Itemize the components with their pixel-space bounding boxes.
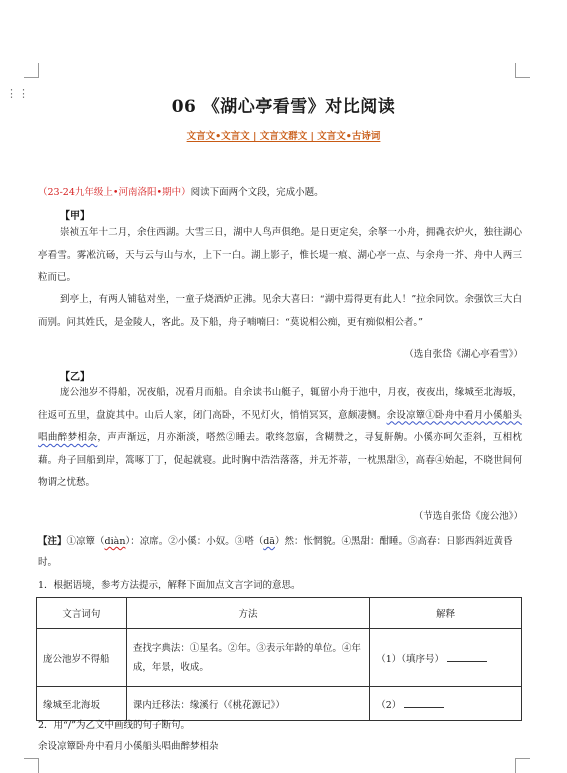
page-corner-mark (24, 63, 39, 78)
passage-a-paragraph-1: 崇祯五年十二月，余住西湖。大雪三日，湖中人鸟声俱绝。是日更定矣，余拏一小舟，拥毳衣炉火，独往湖心亭看雪。雾凇沆砀，天与云与山与水，上下一白。湖上影子，惟长堤一痕、湖心亭一点、与余舟一芥、舟中人两三粒而已。 (38, 227, 522, 283)
notes-text-1: ①凉簟（ (66, 536, 105, 547)
answer-blank[interactable] (404, 697, 444, 708)
answer-label: （2） (376, 699, 402, 711)
passage-b-label: 【乙】 (60, 372, 90, 383)
document-title: 06 《湖心亭看雪》对比阅读 (171, 97, 396, 117)
drag-handle-icon[interactable]: ⋮⋮ (6, 87, 30, 100)
passage-a-source: （选自张岱《湖心亭看雪》） (404, 349, 523, 360)
passage-b-text-end: ，声声渐远，月亦渐淡，嗒然②睡去。歌终忽寤，含糊赞之，寻复鼾齁。小傒亦呵欠歪斜，互相枕藉。舟子回船到岸，篙啄丁丁，促起就寝。此时胸中浩浩落落，并无芥蒂，一枕黑甜③，高春④始起，不晓世间何物谓之忧愁。 (38, 432, 522, 488)
notes-text-2: ）：凉席。②小傒：小奴。③嗒（ (125, 536, 264, 547)
intro-line (38, 184, 324, 198)
answer-label: （1）（填序号） (376, 653, 445, 665)
page-corner-mark (515, 758, 530, 773)
table-cell-method: 课内迁移法：缘溪行（《桃花源记》） (126, 687, 369, 721)
pinyin-da: dā (263, 536, 275, 547)
passage-a-label: 【甲】 (60, 211, 90, 222)
table-cell-answer[interactable] (370, 629, 522, 687)
table-header-row (37, 598, 522, 629)
passage-a-paragraph-2: 到亭上，有两人铺毡对坐，一童子烧酒炉正沸。见余大喜曰：“湖中焉得更有此人！”拉余同饮。余强饮三大白而别。问其姓氏，是金陵人，客此。及下船，舟子喃喃曰：“莫说相公痴，更有痴似相公者。” (38, 294, 522, 328)
table-row (37, 687, 522, 721)
source-tag: （23-24九年级上•河南洛阳•期中） (38, 187, 191, 198)
table-header-cell: 方法 (126, 598, 369, 629)
passage-b-underlined-sentence: 余设凉簟①卧舟中看月小傒船头唱曲醉梦相杂 (38, 409, 522, 443)
table-cell-phrase: 缘城至北海坂 (37, 687, 127, 721)
instruction-text: 阅读下面两个文段，完成小题。 (190, 187, 324, 198)
table-cell-method: 查找字典法：①星名。②年。③表示年龄的单位。④年成，年景，收成。 (126, 629, 369, 687)
notes-text-3: ）然：怅惘貌。④黑甜：酣睡。⑤高春：日影西斜近黄昏时。 (38, 536, 513, 568)
document-subtitle-link[interactable]: 文言文•文言文 | 文言文群文 | 文言文•古诗词 (186, 131, 381, 142)
table-cell-phrase: 庞公池岁不得船 (37, 629, 127, 687)
notes-block (38, 531, 523, 573)
passage-b-paragraph (38, 382, 522, 495)
answer-blank[interactable] (447, 651, 487, 662)
question-2-sentence[interactable]: 余设凉簟卧舟中看月小傒船头唱曲醉梦相杂 (38, 741, 219, 752)
passage-b-text-start: 庞公池岁不得船，况夜船，况看月而船。自余读书山艇子，辄留小舟于池中，月夜，夜夜出，缘城至北海坂，往返可五里，盘旋其中。山后人家，闭门高卧，不见灯火，悄悄冥冥，意颇凄恻。 (38, 387, 522, 421)
page-corner-mark (515, 63, 530, 78)
question-2-prompt: 2．用“/”为乙文中画线的句子断句。 (38, 720, 190, 731)
pinyin-dian: diàn (104, 536, 126, 547)
table-row (37, 629, 522, 687)
notes-label: 【注】 (38, 536, 67, 547)
page-corner-mark (24, 758, 39, 773)
table-header-cell: 解释 (370, 598, 522, 629)
question-1-prompt: 1．根据语境，参考方法提示，解释下面加点文言字词的意思。 (38, 580, 301, 591)
table-cell-answer[interactable] (370, 687, 522, 721)
answer-table (36, 597, 522, 721)
table-header-cell: 文言词句 (37, 598, 127, 629)
passage-b-source: （节选自张岱《庞公池》） (413, 511, 523, 522)
